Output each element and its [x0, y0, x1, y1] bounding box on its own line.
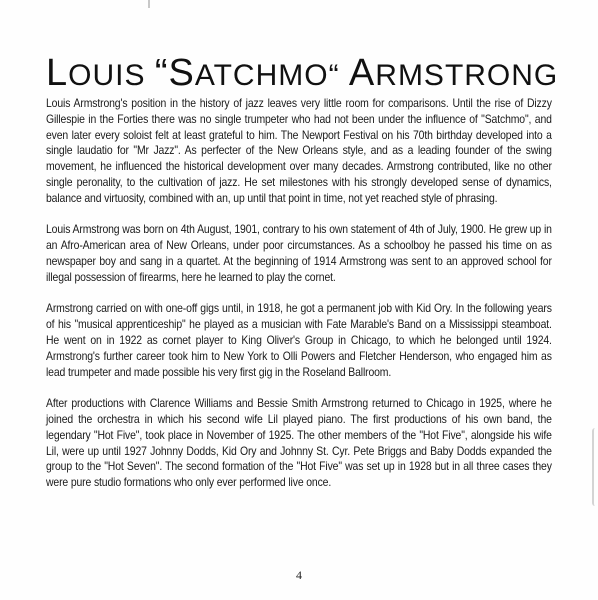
paragraph-early-life: Louis Armstrong was born on 4th August, 1901, contrary to his own statement of 4th of July, 1900. He grew up in an Afro-American area of New Orleans, under poor circumstances. As a schoolboy he passed his time on as newspaper boy and sang in a quartet. At the beginning of 1914 Armstrong was sent to an approved school for illegal possession of firearms, here he learned to play the cornet. — [46, 223, 552, 284]
title-initial-l: L — [46, 52, 69, 94]
scan-mark — [148, 0, 150, 8]
title-initial-s: “S — [154, 52, 195, 94]
title-part-atchmo: ATCHMO“ — [194, 59, 349, 92]
article-body — [46, 96, 552, 507]
page-number: 4 — [296, 568, 302, 582]
paragraph-position-in-jazz: Louis Armstrong's position in the history of jazz leaves very little room for comparisons. Until the rise of Dizzy Gillespie in the Forties there was no single trumpeter who had not been under the influence of "Satchmo", and even later every soloist felt at least grateful to him. The Newport Festival on his 70th birthday developed into a single laudatio for "Mr Jazz". As perfecter of the New Orleans style, and as a leading founder of the swing movement, he influenced the historical development over many decades. Armstrong contributed, like no other single peronality, to the cultivation of jazz. He set milestones with his strongly developed sense of dynamics, balance and virtuosity, combined with an, up until that point in time, not yet reached style of phrasing. — [46, 97, 552, 205]
title-initial-a: A — [348, 52, 376, 94]
title-part-ouis: OUIS — [68, 59, 155, 92]
title-part-rmstrong: RMSTRONG — [375, 59, 559, 92]
paragraph-hot-five: After productions with Clarence Williams and Bessie Smith Armstrong returned to Chicago in 1925, where he joined the orchestra in which his second wife Lil played piano. The first productions of his own band, the legendary "Hot Five", took place in November of 1925. The other members of the "Hot Five", alongside his wife Lil, were up until 1927 Johnny Dodds, Kid Ory and Johnny St. Cyr. Pete Briggs and Baby Dodds expanded the group to the "Hot Seven". The second formation of the "Hot Five" was set up in 1928 but in all three cases they were pure studio formations who only ever performed live once. — [46, 397, 552, 490]
page-title — [46, 52, 558, 95]
paragraph-career-start: Armstrong carried on with one-off gigs until, in 1918, he got a permanent job with Kid Ory. In the following years of his "musical apprenticeship" he played as a musician with Fate Marable's Band on a Mississippi steamboat. He went on in 1922 as cornet player to King Oliver's Group in Chicago, to which he belonged until 1924. Armstrong's further career took him to New York to Olli Powers and Fletcher Henderson, who engaged him as lead trumpeter and made possible his very first gig in the Roseland Ballroom. — [46, 302, 552, 379]
binding-shadow — [592, 428, 598, 506]
